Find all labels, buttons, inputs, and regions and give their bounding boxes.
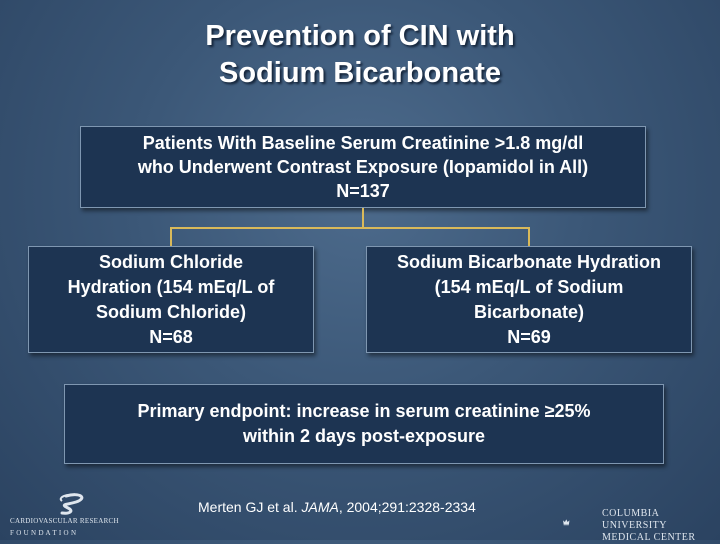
columbia-logo-line-2: MEDICAL CENTER <box>602 532 696 543</box>
population-line-2: who Underwent Contrast Exposure (Iopamidol in All) <box>137 157 589 177</box>
connector-vertical-top <box>362 208 364 228</box>
connector-right-drop <box>528 227 530 246</box>
crown-icon <box>562 506 602 538</box>
crf-logo-line-1: CARDIOVASCULAR RESEARCH <box>10 517 119 525</box>
crf-logo-line-2: F O U N D A T I O N <box>10 529 77 537</box>
crf-logo-text <box>10 517 140 538</box>
endpoint-line-2: within 2 days post-exposure <box>242 426 486 446</box>
population-count: N=137 <box>336 181 390 201</box>
columbia-logo-text <box>602 508 720 544</box>
connector-left-drop <box>170 227 172 246</box>
bicarbonate-count: N=69 <box>507 326 551 347</box>
citation-suffix: , 2004;291:2328-2334 <box>338 499 476 515</box>
slide-title <box>0 18 720 92</box>
primary-endpoint-box <box>64 384 664 464</box>
bicarbonate-line-1: Sodium Bicarbonate Hydration <box>396 251 662 272</box>
columbia-logo-line-1: COLUMBIA UNIVERSITY <box>602 508 667 531</box>
population-box <box>80 126 646 208</box>
chloride-line-2: Hydration (154 mEq/L of <box>67 276 275 297</box>
title-line-1: Prevention of CIN with <box>205 20 515 52</box>
citation-journal: JAMA <box>301 499 339 515</box>
connector-horizontal <box>170 227 530 229</box>
population-line-1: Patients With Baseline Serum Creatinine >1.8 mg/dl <box>142 133 584 153</box>
endpoint-line-1: Primary endpoint: increase in serum creatinine ≥25% <box>137 401 591 421</box>
citation <box>198 498 476 516</box>
bicarbonate-line-2: (154 mEq/L of Sodium <box>434 276 624 297</box>
sodium-bicarbonate-arm-box <box>366 246 692 353</box>
chloride-line-1: Sodium Chloride <box>99 251 243 272</box>
citation-prefix: Merten GJ et al. <box>198 499 302 515</box>
sodium-chloride-arm-box <box>28 246 314 353</box>
bicarbonate-line-3: Bicarbonate) <box>473 301 585 322</box>
chloride-count: N=68 <box>149 326 193 347</box>
title-line-2: Sodium Bicarbonate <box>219 57 501 89</box>
chloride-line-3: Sodium Chloride) <box>96 301 246 322</box>
